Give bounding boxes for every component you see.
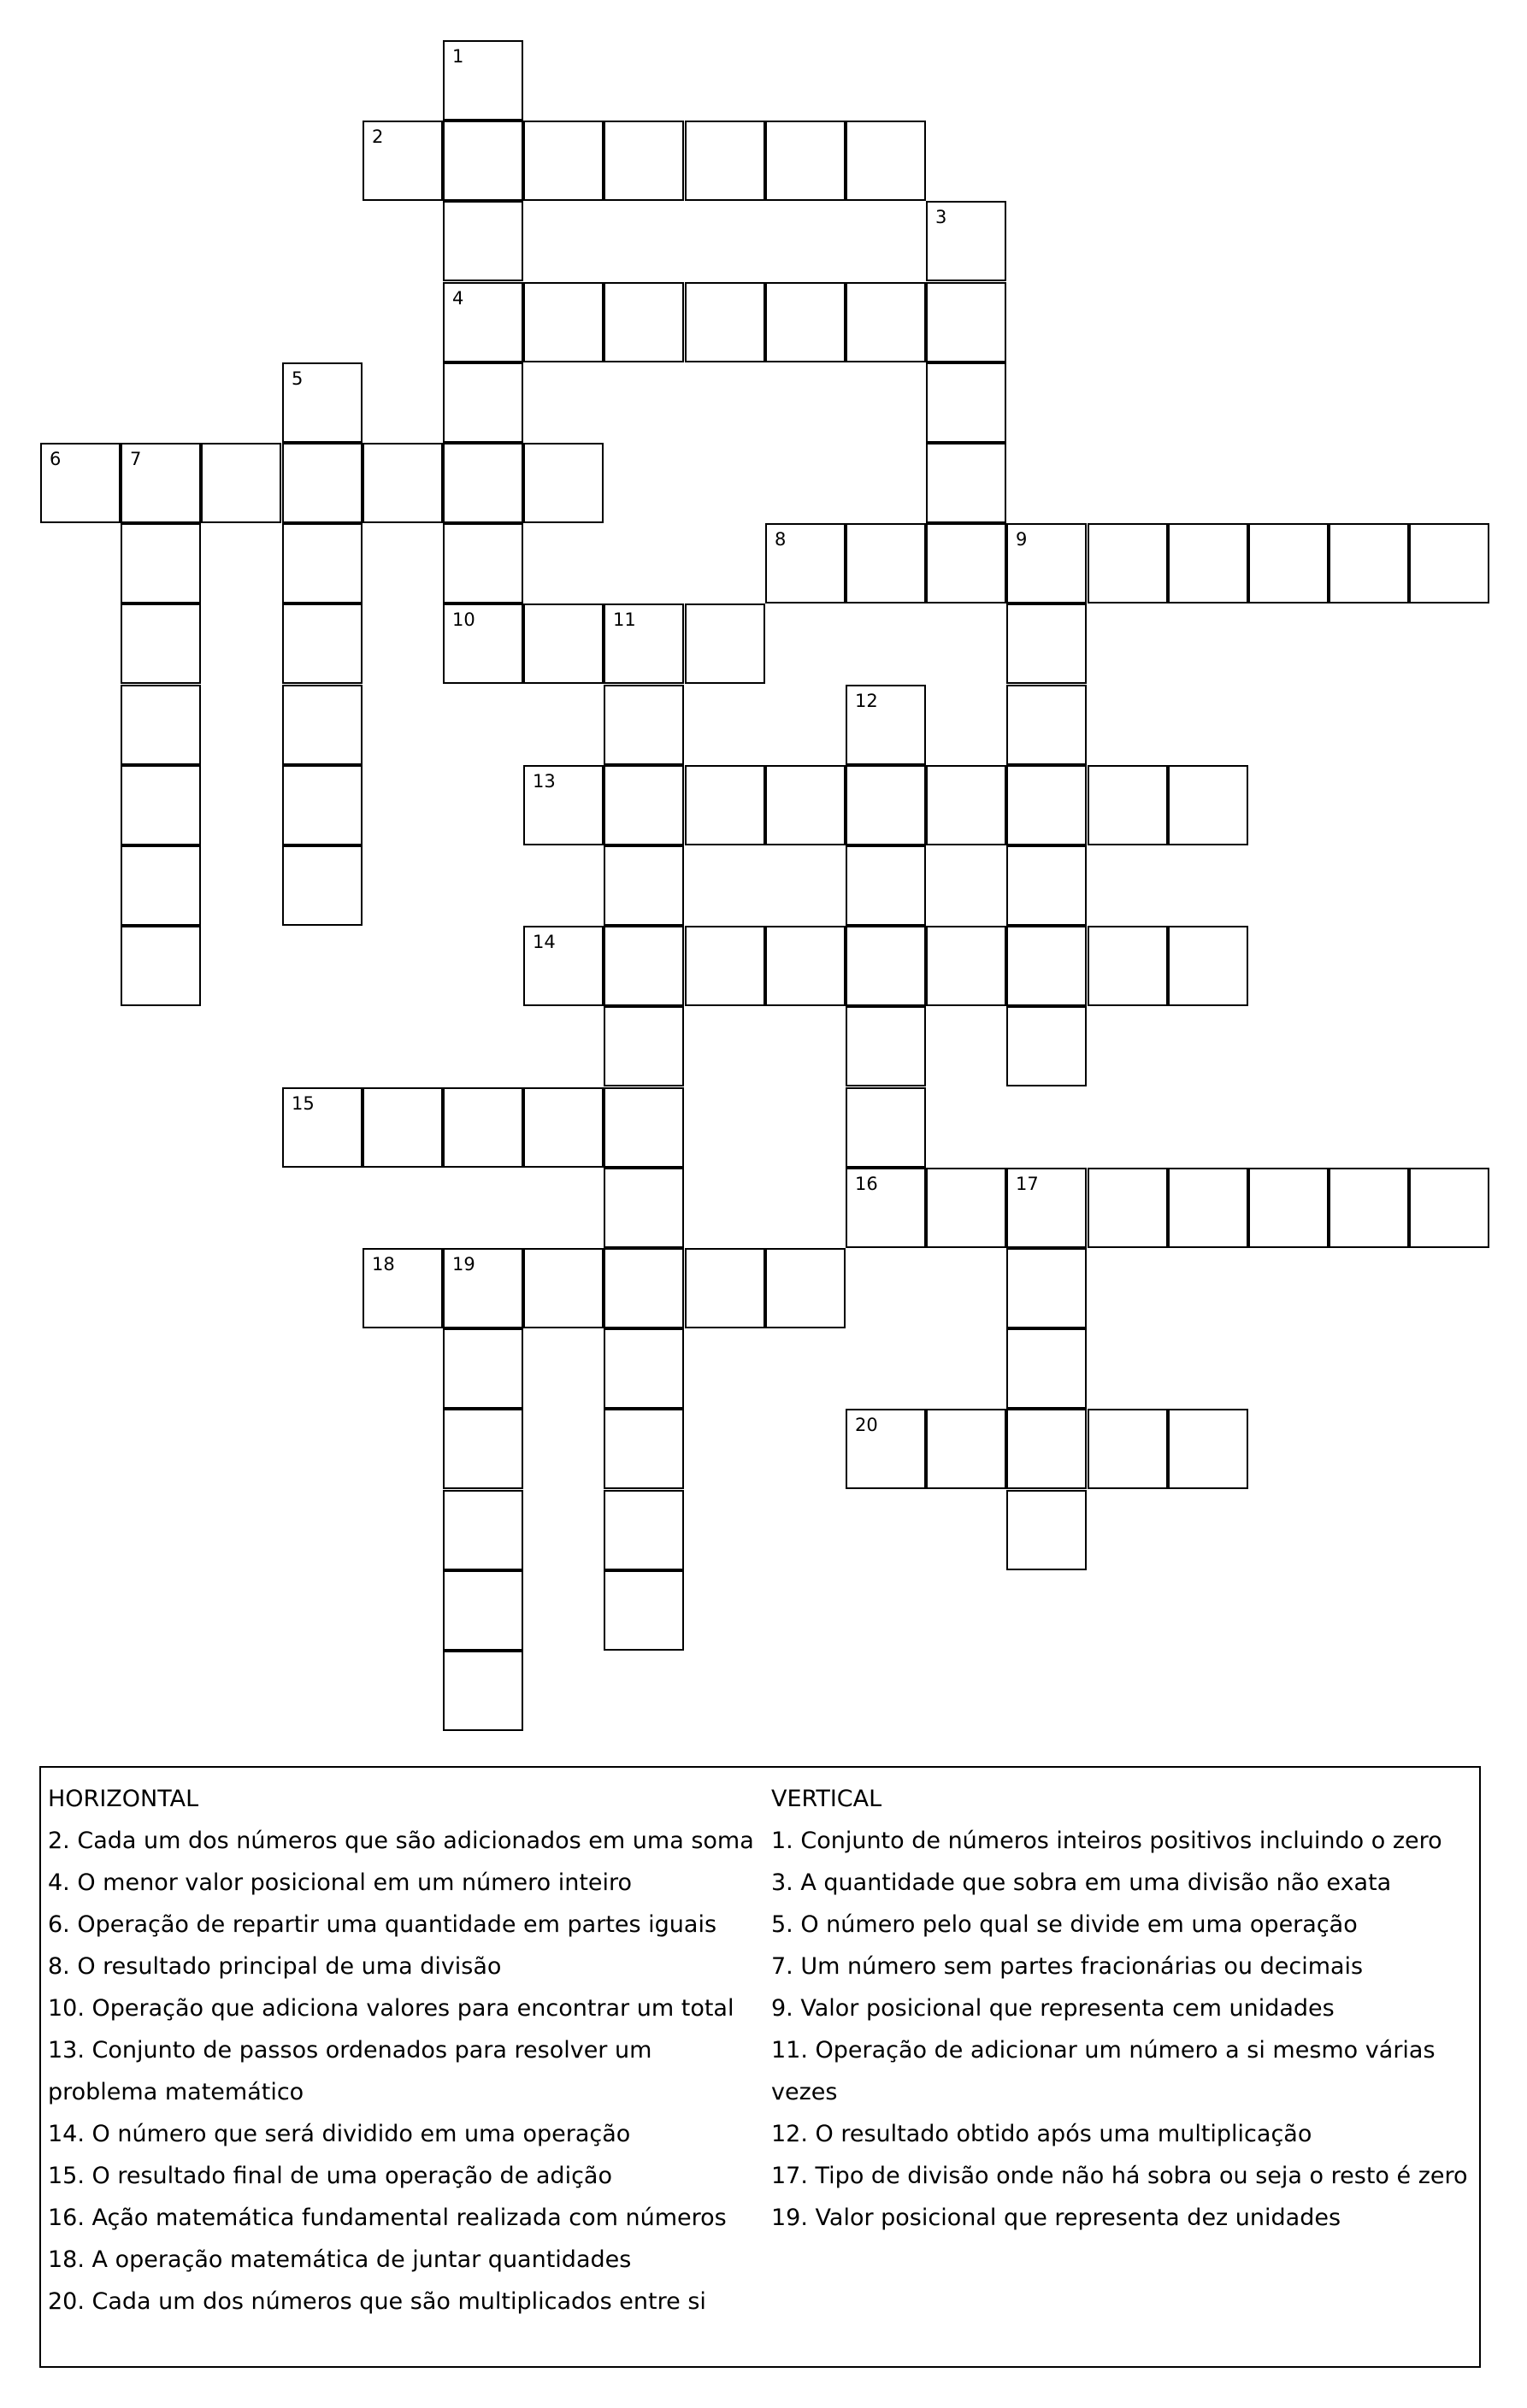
grid-cell[interactable] [1006,685,1087,765]
clue-number: 7 [130,449,142,469]
clue-item: 18. A operação matemática de juntar quantidades [48,2246,632,2273]
clue-item: 16. Ação matemática fundamental realizada com números [48,2205,727,2231]
clue-number: 9 [1016,529,1028,550]
grid-cell[interactable] [846,523,926,603]
grid-cell[interactable] [1006,1328,1087,1409]
grid-cell[interactable] [685,603,765,684]
grid-cell[interactable] [443,1651,523,1731]
grid-cell[interactable] [282,603,363,684]
grid-cell[interactable] [121,523,201,603]
grid-cell[interactable] [523,1248,604,1328]
grid-cell[interactable] [1168,926,1248,1006]
grid-cell[interactable] [443,443,523,523]
grid-cell[interactable] [523,121,604,201]
clue-number: 12 [855,691,878,711]
grid-cell[interactable] [282,685,363,765]
grid-cell[interactable] [685,926,765,1006]
grid-cell[interactable] [926,523,1006,603]
clue-item: 3. A quantidade que sobra em uma divisão não exata [771,1869,1392,1896]
grid-cell[interactable] [443,1087,523,1168]
grid-cell[interactable] [443,1490,523,1570]
grid-cell-13[interactable] [523,765,604,845]
grid-cell[interactable] [604,685,684,765]
grid-cell-17[interactable] [1006,1168,1087,1248]
grid-cell[interactable] [846,765,926,845]
grid-cell[interactable] [926,926,1006,1006]
grid-cell[interactable] [1006,765,1087,845]
grid-cell[interactable] [926,1168,1006,1248]
clue-item: 4. O menor valor posicional em um número inteiro [48,1869,633,1896]
clue-item: 17. Tipo de divisão onde não há sobra ou seja o resto é zero [771,2163,1468,2189]
grid-cell[interactable] [685,1248,765,1328]
clue-item: 15. O resultado final de uma operação de adição [48,2163,612,2189]
grid-cell-2[interactable] [363,121,443,201]
grid-cell[interactable] [443,1409,523,1489]
clue-item: 1. Conjunto de números inteiros positivos incluindo o zero [771,1828,1442,1854]
grid-cell[interactable] [604,282,684,362]
grid-cell[interactable] [1088,1409,1168,1489]
grid-cell[interactable] [282,443,363,523]
grid-cell[interactable] [121,926,201,1006]
grid-cell[interactable] [523,603,604,684]
clue-number: 5 [292,368,304,389]
grid-cell[interactable] [1168,1168,1248,1248]
grid-cell[interactable] [121,765,201,845]
grid-cell-19[interactable] [443,1248,523,1328]
grid-cell-14[interactable] [523,926,604,1006]
grid-cell[interactable] [1168,523,1248,603]
clue-number: 19 [452,1254,475,1275]
grid-cell[interactable] [604,1006,684,1086]
grid-cell[interactable] [443,201,523,281]
grid-cell[interactable] [1088,523,1168,603]
grid-cell[interactable] [121,845,201,926]
grid-cell[interactable] [443,121,523,201]
grid-cell[interactable] [1248,1168,1329,1248]
grid-cell-3[interactable] [926,201,1006,281]
grid-cell-10[interactable] [443,603,523,684]
clue-number: 1 [452,46,464,67]
clue-item: 20. Cada um dos números que são multiplicados entre si [48,2288,706,2315]
clue-number: 6 [50,449,62,469]
grid-cell[interactable] [1409,1168,1489,1248]
grid-cell[interactable] [1409,523,1489,603]
grid-cell[interactable] [1006,845,1087,926]
grid-cell-1[interactable] [443,40,523,121]
clue-item: 19. Valor posicional que representa dez unidades [771,2205,1341,2231]
grid-cell[interactable] [604,1087,684,1168]
clue-item: 7. Um número sem partes fracionárias ou decimais [771,1953,1364,1980]
grid-cell[interactable] [846,1087,926,1168]
grid-cell[interactable] [1006,1409,1087,1489]
grid-cell[interactable] [1088,765,1168,845]
grid-cell[interactable] [1006,1006,1087,1086]
grid-cell[interactable] [201,443,281,523]
grid-cell[interactable] [1006,1248,1087,1328]
grid-cell[interactable] [604,926,684,1006]
grid-cell-18[interactable] [363,1248,443,1328]
clue-item: 14. O número que será dividido em uma operação [48,2121,631,2147]
grid-cell-5[interactable] [282,362,363,443]
grid-cell[interactable] [604,1248,684,1328]
grid-cell[interactable] [1329,1168,1409,1248]
grid-cell[interactable] [604,121,684,201]
grid-cell[interactable] [765,1248,846,1328]
clue-item: 12. O resultado obtido após uma multiplicação [771,2121,1312,2147]
clues-box [39,1766,1481,2368]
grid-cell[interactable] [846,121,926,201]
grid-cell-15[interactable] [282,1087,363,1168]
grid-cell[interactable] [443,1570,523,1651]
grid-cell-7[interactable] [121,443,201,523]
grid-cell[interactable] [1168,765,1248,845]
grid-cell[interactable] [282,845,363,926]
grid-cell[interactable] [523,443,604,523]
grid-cell[interactable] [765,121,846,201]
grid-cell-16[interactable] [846,1168,926,1248]
grid-cell[interactable] [523,282,604,362]
grid-cell[interactable] [926,443,1006,523]
grid-cell[interactable] [846,1006,926,1086]
grid-cell[interactable] [1006,603,1087,684]
grid-cell[interactable] [685,121,765,201]
clue-number: 8 [775,529,787,550]
grid-cell[interactable] [523,1087,604,1168]
grid-cell-8[interactable] [765,523,846,603]
grid-cell-20[interactable] [846,1409,926,1489]
clue-number: 13 [533,771,556,792]
grid-cell[interactable] [604,1570,684,1651]
clue-item: 5. O número pelo qual se divide em uma operação [771,1911,1358,1938]
clue-number: 2 [372,127,384,147]
grid-cell[interactable] [1248,523,1329,603]
grid-cell[interactable] [604,1490,684,1570]
clue-number: 15 [292,1093,315,1114]
grid-cell[interactable] [1088,1168,1168,1248]
grid-cell-12[interactable] [846,685,926,765]
grid-cell[interactable] [363,1087,443,1168]
grid-cell[interactable] [604,1409,684,1489]
clue-number: 11 [613,609,636,630]
clue-number: 4 [452,288,464,309]
grid-cell[interactable] [121,603,201,684]
clue-item: 11. Operação de adicionar um número a si mesmo várias vezes [771,2037,1436,2105]
vertical-clues [771,1778,1472,2239]
grid-cell[interactable] [604,1328,684,1409]
clue-number: 18 [372,1254,395,1275]
grid-cell[interactable] [1006,1490,1087,1570]
clue-number: 16 [855,1174,878,1194]
grid-cell[interactable] [121,685,201,765]
clue-item: 2. Cada um dos números que são adicionados em uma soma [48,1828,754,1854]
grid-cell[interactable] [363,443,443,523]
clue-item: 13. Conjunto de passos ordenados para resolver um problema matemático [48,2037,652,2105]
vertical-heading: VERTICAL [771,1786,882,1812]
clue-number: 14 [533,932,556,952]
grid-cell[interactable] [765,282,846,362]
grid-cell[interactable] [846,926,926,1006]
grid-cell-6[interactable] [40,443,121,523]
grid-cell[interactable] [1329,523,1409,603]
clue-item: 8. O resultado principal de uma divisão [48,1953,502,1980]
grid-cell[interactable] [443,1328,523,1409]
grid-cell[interactable] [443,523,523,603]
grid-cell[interactable] [1088,926,1168,1006]
grid-cell[interactable] [604,765,684,845]
clue-number: 17 [1016,1174,1039,1194]
horizontal-heading: HORIZONTAL [48,1786,199,1812]
grid-cell-9[interactable] [1006,523,1087,603]
grid-cell[interactable] [926,765,1006,845]
clue-item: 10. Operação que adiciona valores para encontrar um total [48,1995,734,2022]
grid-cell[interactable] [443,362,523,443]
clue-number: 20 [855,1415,878,1435]
grid-cell[interactable] [604,845,684,926]
grid-cell[interactable] [282,765,363,845]
grid-cell-11[interactable] [604,603,684,684]
clue-item: 9. Valor posicional que representa cem unidades [771,1995,1335,2022]
grid-cell-4[interactable] [443,282,523,362]
grid-cell[interactable] [1168,1409,1248,1489]
clue-number: 3 [935,207,947,227]
grid-cell[interactable] [926,1409,1006,1489]
grid-cell[interactable] [926,282,1006,362]
grid-cell[interactable] [846,845,926,926]
grid-cell[interactable] [765,926,846,1006]
clue-number: 10 [452,609,475,630]
grid-cell[interactable] [685,765,765,845]
horizontal-clues [48,1778,763,2323]
grid-cell[interactable] [1006,926,1087,1006]
grid-cell[interactable] [604,1168,684,1248]
grid-cell[interactable] [846,282,926,362]
grid-cell[interactable] [282,523,363,603]
clue-item: 6. Operação de repartir uma quantidade em partes iguais [48,1911,717,1938]
grid-cell[interactable] [926,362,1006,443]
grid-cell[interactable] [765,765,846,845]
grid-cell[interactable] [685,282,765,362]
